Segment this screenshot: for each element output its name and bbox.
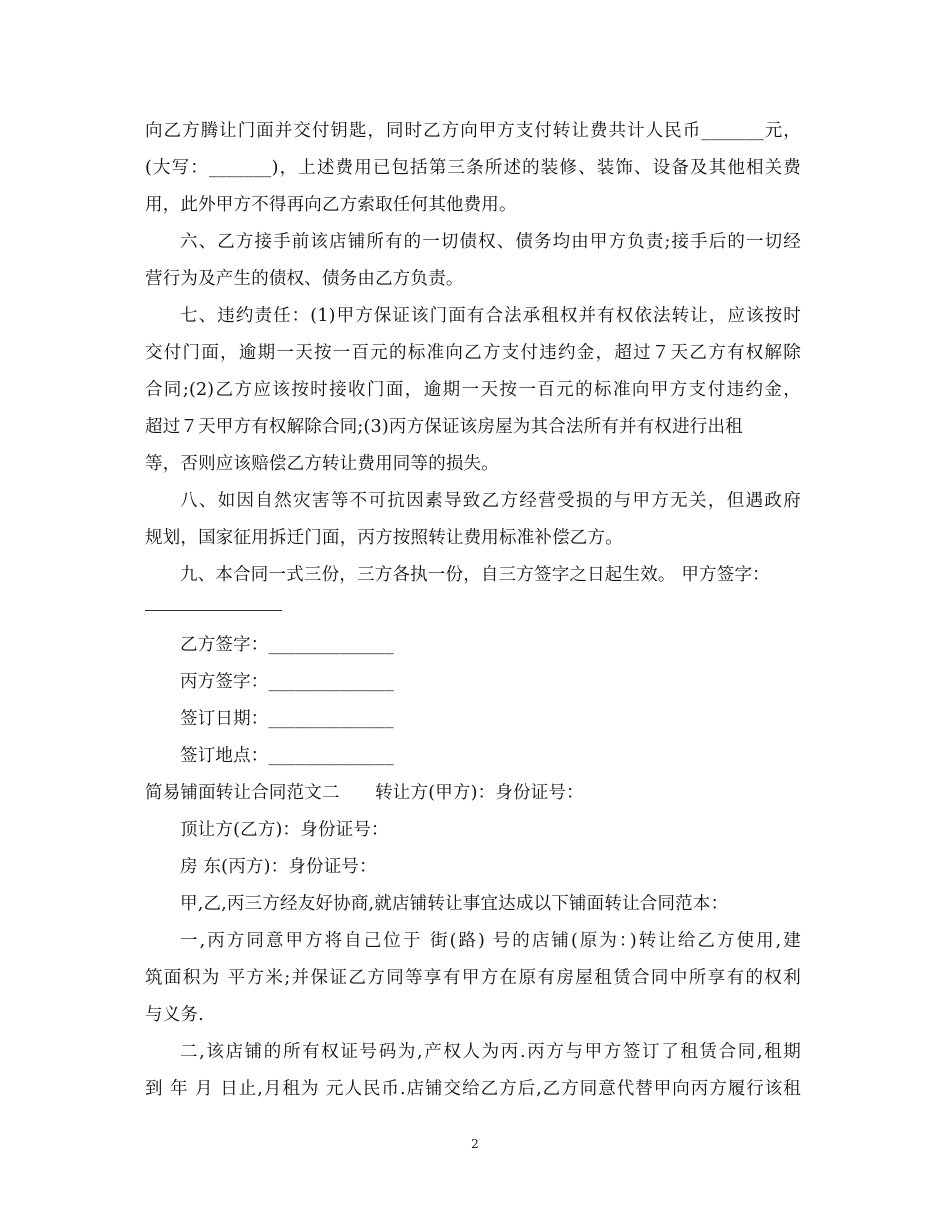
party-b-signature: 乙方签字：______________ [180,635,394,655]
clause-two: 二,该店铺的所有权证号码为,产权人为丙.丙方与甲方签订了租赁合同,租期 [180,1042,801,1062]
paragraph-line: 用，此外甲方不得再向乙方索取任何其他费用。 [145,195,517,215]
preamble-line: 甲,乙,丙三方经友好协商,就店铺转让事宜达成以下铺面转让合同范本： [180,894,729,914]
page-number: 2 [471,1137,479,1151]
paragraph-line: 交付门面，逾期一天按一百元的标准向乙方支付违约金，超过７天乙方有权解除 [145,343,801,363]
signing-date: 签订日期：______________ [180,709,394,729]
paragraph-line: 与义务. [145,1005,204,1025]
transferee-line: 顶让方(乙方)：身份证号： [180,820,389,840]
paragraph-line: 等，否则应该赔偿乙方转让费用同等的损失。 [145,454,499,474]
paragraph-line: 规划，国家征用拆迁门面，丙方按照转让费用标准补偿乙方。 [145,528,623,548]
paragraph-line: (大写：_______)，上述费用已包括第三条所述的装修、装饰、设备及其他相关费 [145,158,801,178]
paragraph-line: 到 年 月 日止,月租为 元人民币.店铺交给乙方后,乙方同意代替甲向丙方履行该租 [145,1079,801,1099]
clause-six: 六、乙方接手前该店铺所有的一切债权、债务均由甲方负责;接手后的一切经 [180,232,801,252]
signing-place: 签订地点：______________ [180,746,394,766]
party-a-signature-line [145,610,282,611]
paragraph-line: 合同;(2)乙方应该按时接收门面，逾期一天按一百元的标准向甲方支付违约金， [145,380,801,400]
clause-nine: 九、本合同一式三份，三方各执一份，自三方签字之日起生效。 甲方签字： [180,565,770,585]
clause-seven: 七、违约责任：(1)甲方保证该门面有合法承租权并有权依法转让，应该按时 [180,306,801,326]
landlord-line: 房 东(丙方)：身份证号： [180,857,377,877]
section-heading: 简易铺面转让合同范文二 转让方(甲方)：身份证号： [145,783,584,803]
clause-eight: 八、如因自然灾害等不可抗因素导致乙方经营受损的与甲方无关，但遇政府 [180,491,801,511]
clause-one: 一,丙方同意甲方将自己位于 街(路) 号的店铺(原为：)转让给乙方使用,建 [180,931,801,951]
party-c-signature: 丙方签字：______________ [180,672,394,692]
paragraph-line: 筑面积为 平方米;并保证乙方同等享有甲方在原有房屋租赁合同中所享有的权利 [145,968,801,988]
paragraph-line: 向乙方腾让门面并交付钥匙，同时乙方向甲方支付转让费共计人民币_______元， [145,121,801,141]
paragraph-line: 营行为及产生的债权、债务由乙方负责。 [145,269,464,289]
paragraph-line: 超过７天甲方有权解除合同;(3)丙方保证该房屋为其合法所有并有权进行出租 [145,417,743,437]
